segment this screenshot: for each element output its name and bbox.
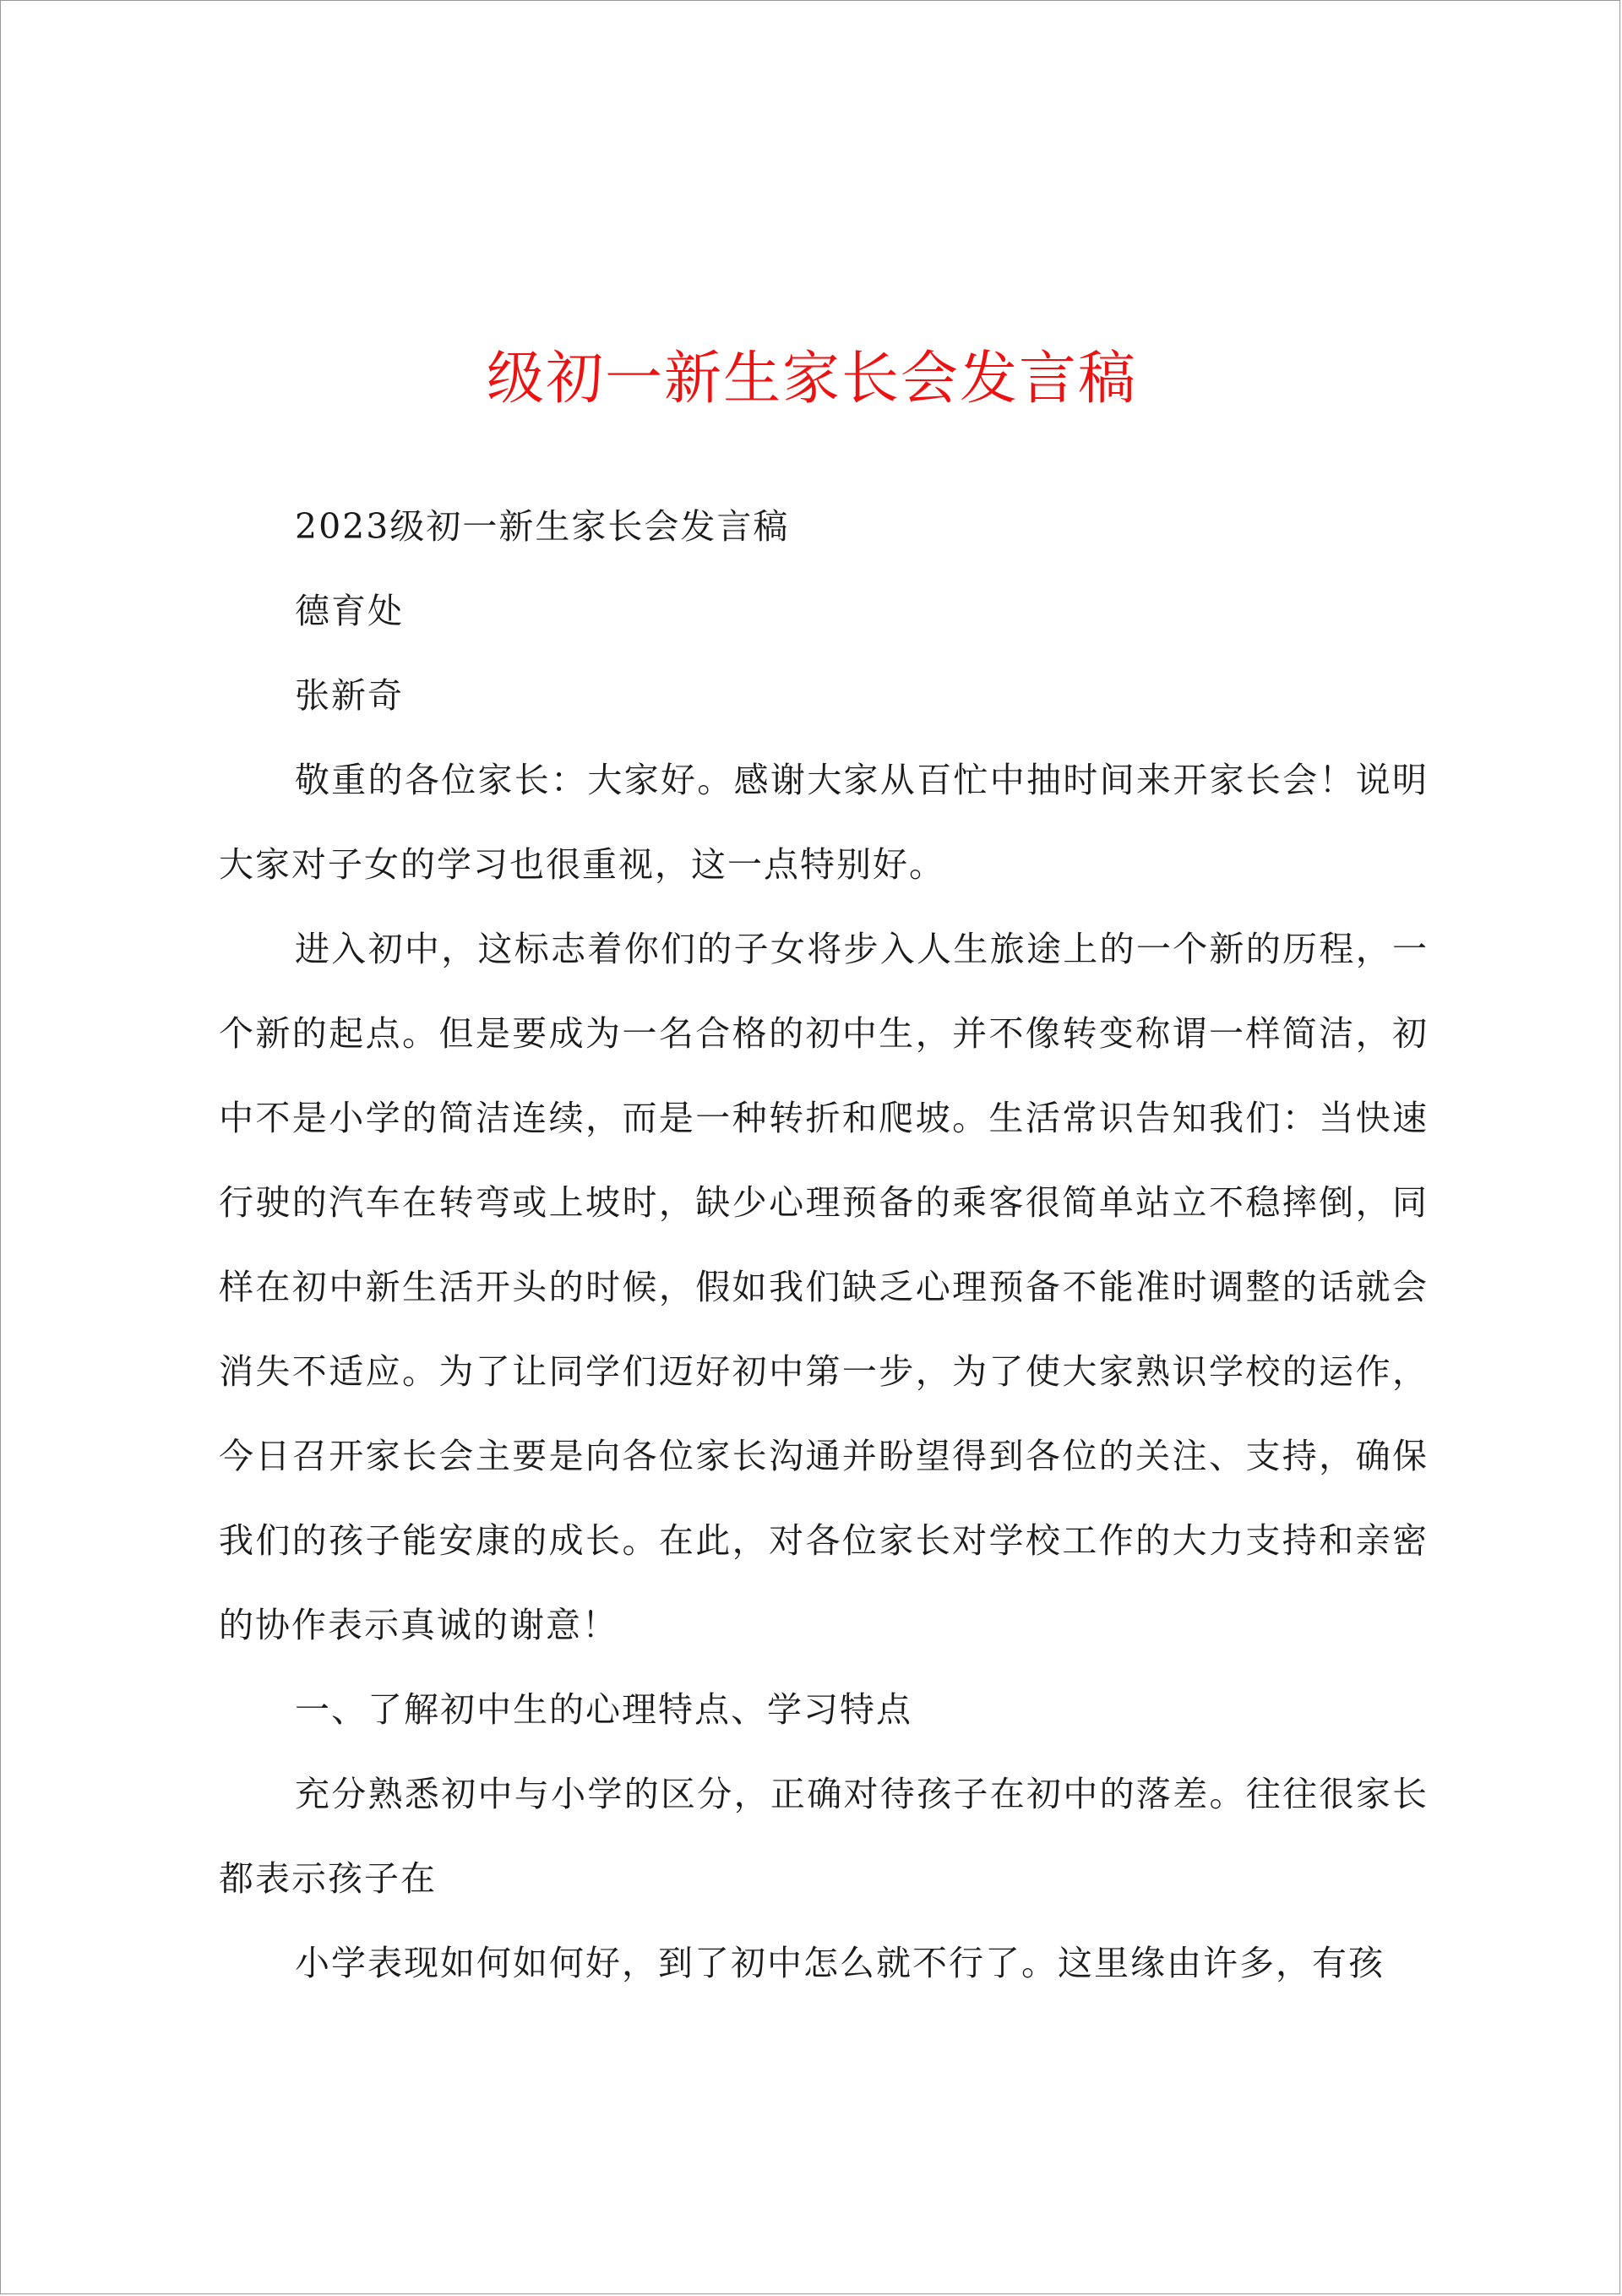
document-body	[219, 484, 1429, 2005]
body-paragraph: 充分熟悉初中与小学的区分，正确对待孩子在初中的落差。往往很家长都表示孩子在	[219, 1774, 1429, 1899]
section-heading: 一、了解初中生的心理特点、学习特点	[295, 1689, 912, 1730]
subtitle-line: 2023级初一新生家长会发言稿	[295, 506, 790, 547]
greeting-paragraph: 敬重的各位家长：大家好。感谢大家从百忙中抽时间来开家长会！说明大家对子女的学习也很重视，这一点特别好。	[219, 760, 1429, 885]
body-paragraph: 小学表现如何如何好，到了初中怎么就不行了。这里缘由许多，有孩	[295, 1943, 1385, 1983]
author-line: 张新奇	[295, 675, 404, 716]
document-title: 级初一新生家长会发言稿	[486, 346, 1137, 412]
department-line: 德育处	[295, 591, 404, 631]
intro-paragraph: 进入初中，这标志着你们的子女将步入人生旅途上的一个新的历程，一个新的起点。但是要成为一名合格的初中生，并不像转变称谓一样简洁，初中不是小学的简洁连续，而是一种转折和爬坡。生活常识告知我们：当快速行驶的汽车在转弯或上坡时，缺少心理预备的乘客很简单站立不稳摔倒，同样在初中新生活开头的时候，假如我们缺乏心理预备不能准时调整的话就会消失不适应。为了让同学们迈好初中第一步，为了使大家熟识学校的运作，今日召开家长会主要是向各位家长沟通并盼望得到各位的关注、支持，确保我们的孩子能安康的成长。在此，对各位家长对学校工作的大力支持和亲密的协作表示真诚的谢意！	[219, 929, 1429, 1645]
